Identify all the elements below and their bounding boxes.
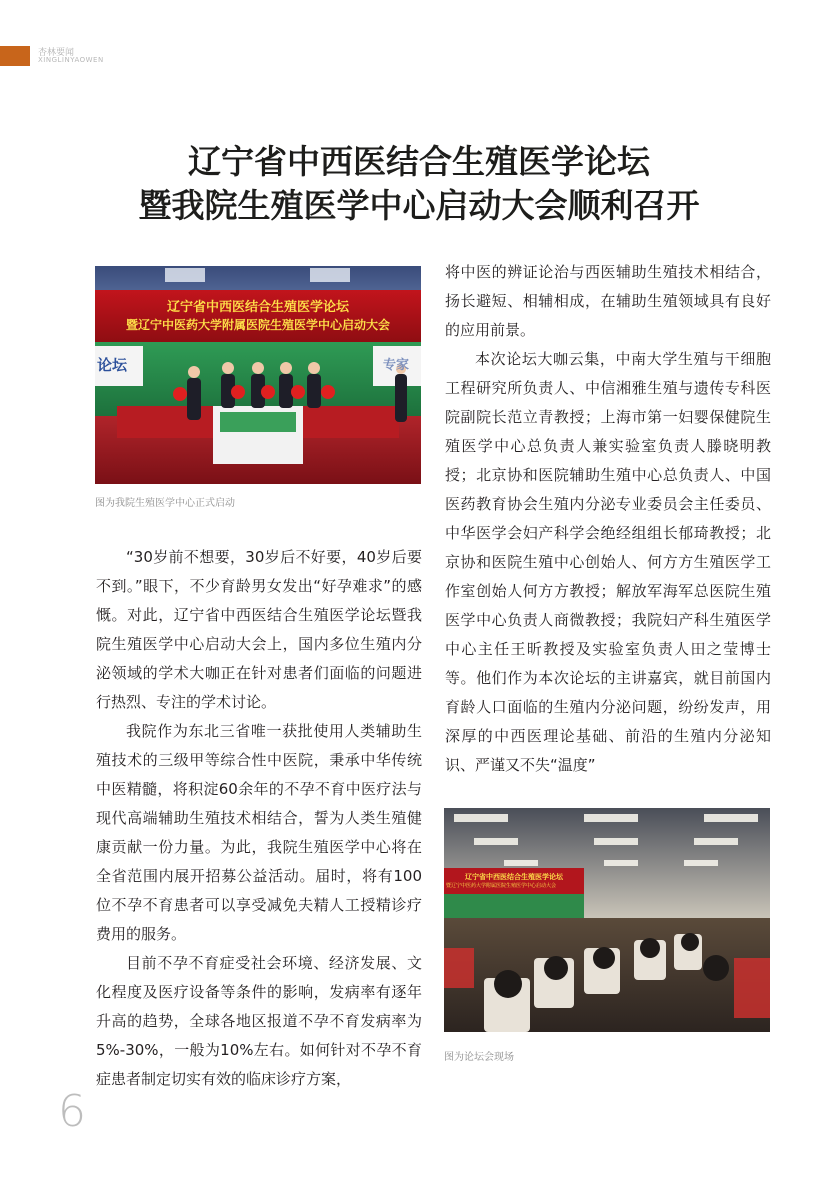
body-paragraph: “30岁前不想要，30岁后不好要，40岁后要不到。”眼下，不少育龄男女发出“好孕难求”的感慨。对此，辽宁省中西医结合生殖医学论坛暨我院生殖医学中心启动大会上，国内多位生殖内分泌领域的学术大咖正在针对患者们面临的问题进行热烈、专注的学术讨论。 [96,548,422,711]
title-line-1: 辽宁省中西医结合生殖医学论坛 [188,142,650,181]
section-color-tab [0,46,30,66]
forum-venue-photo [444,808,770,1032]
side-screen-right: 专家 [383,358,410,373]
section-name-pinyin: XINGLINYAOWEN [38,56,104,64]
body-paragraph: 目前不孕不育症受社会环境、经济发展、文化程度及医疗设备等条件的影响，发病率有逐年升高的趋势，全球各地区报道不孕不育发病率为5%-30%，一般为10%左右。如何针对不孕不育症患者制定切实有效的临床诊疗方案， [96,954,422,1088]
body-paragraph: 本次论坛大咖云集，中南大学生殖与干细胞工程研究所负责人、中信湘雅生殖与遗传专科医院副院长范立青教授；上海市第一妇婴保健院生殖医学中心总负责人兼实验室负责人滕晓明教授；北京协和医院辅助生殖中心总负责人、中国医药教育协会生殖内分泌专业委员会主任委员、中华医学会妇产科学会绝经组组长郁琦教授；北京协和医院生殖中心创始人、何方方生殖医学工作室创始人何方方教授；解放军海军总医院生殖医学中心负责人商微教授；我院妇产科生殖医学中心主任王昕教授及实验室负责人田之莹博士等。他们作为本次论坛的主讲嘉宾，就目前国内育龄人口面临的生殖内分泌问题，纷纷发声，用深厚的中西医理论基础、前沿的生殖内分泌知识、严谨又不失“温度” [445,350,771,774]
section-name: 杏林要闻 [38,48,75,58]
photo-caption: 图为论坛会现场 [444,1052,514,1063]
photo-caption: 图为我院生殖医学中心正式启动 [95,498,235,509]
venue-banner-line-1: 辽宁省中西医结合生殖医学论坛 [465,873,563,881]
banner-text-line-2: 暨辽宁中医药大学附属医院生殖医学中心启动大会 [125,318,390,332]
banner-text-line-1: 辽宁省中西医结合生殖医学论坛 [166,300,349,315]
article-title [0,140,838,228]
title-line-2: 暨我院生殖医学中心启动大会顺利召开 [138,186,700,225]
article-body-left-column [96,543,422,1094]
article-body-right-column [445,258,771,780]
venue-banner-line-2: 暨辽宁中医药大学附属医院生殖医学中心启动大会 [446,883,557,889]
page-number: 6 [58,1086,86,1137]
body-paragraph: 我院作为东北三省唯一获批使用人类辅助生殖技术的三级甲等综合性中医院，秉承中华传统中医精髓，将积淀60余年的不孕不育中医疗法与现代高端辅助生殖技术相结合，誓为人类生殖健康贡献一份力量。为此，我院生殖医学中心将在全省范围内展开招募公益活动。届时，将有100位不孕不育患者可以享受减免夫精人工授精诊疗费用的服务。 [96,722,422,943]
body-paragraph: 将中医的辨证论治与西医辅助生殖技术相结合，扬长避短、相辅相成，在辅助生殖领域具有良好的应用前景。 [445,263,771,339]
forum-venue-illustration [444,808,770,1032]
launch-ceremony-photo [95,266,421,484]
side-screen-left: 论坛 [97,356,128,374]
